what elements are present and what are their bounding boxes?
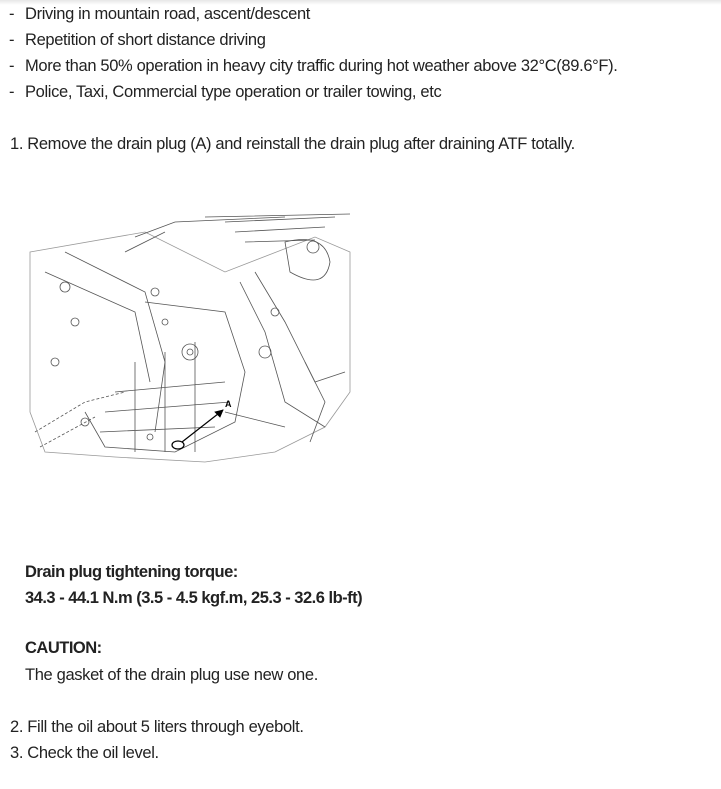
list-item-text: More than 50% operation in heavy city traffic during hot weather above 32°C(89.6°F).: [25, 57, 618, 75]
caution-title: CAUTION:: [25, 639, 102, 657]
step-2: 2. Fill the oil about 5 liters through eyebolt.: [10, 718, 304, 736]
list-item-text: Police, Taxi, Commercial type operation or trailer towing, etc: [25, 83, 442, 101]
dash: -: [9, 31, 15, 49]
dash: -: [9, 57, 15, 75]
dash: -: [9, 83, 15, 101]
caution-text: The gasket of the drain plug use new one.: [25, 666, 318, 684]
list-item-text: Repetition of short distance driving: [25, 31, 266, 49]
drain-plug-illustration: [25, 212, 355, 472]
torque-title: Drain plug tightening torque:: [25, 563, 238, 581]
callout-label: A: [225, 399, 232, 409]
dash: -: [9, 5, 15, 23]
step-1: 1. Remove the drain plug (A) and reinstall the drain plug after draining ATF totally.: [10, 135, 575, 153]
list-item-text: Driving in mountain road, ascent/descent: [25, 5, 310, 23]
step-3: 3. Check the oil level.: [10, 744, 159, 762]
torque-value: 34.3 - 44.1 N.m (3.5 - 4.5 kgf.m, 25.3 - 32.6 lb-ft): [25, 589, 363, 607]
